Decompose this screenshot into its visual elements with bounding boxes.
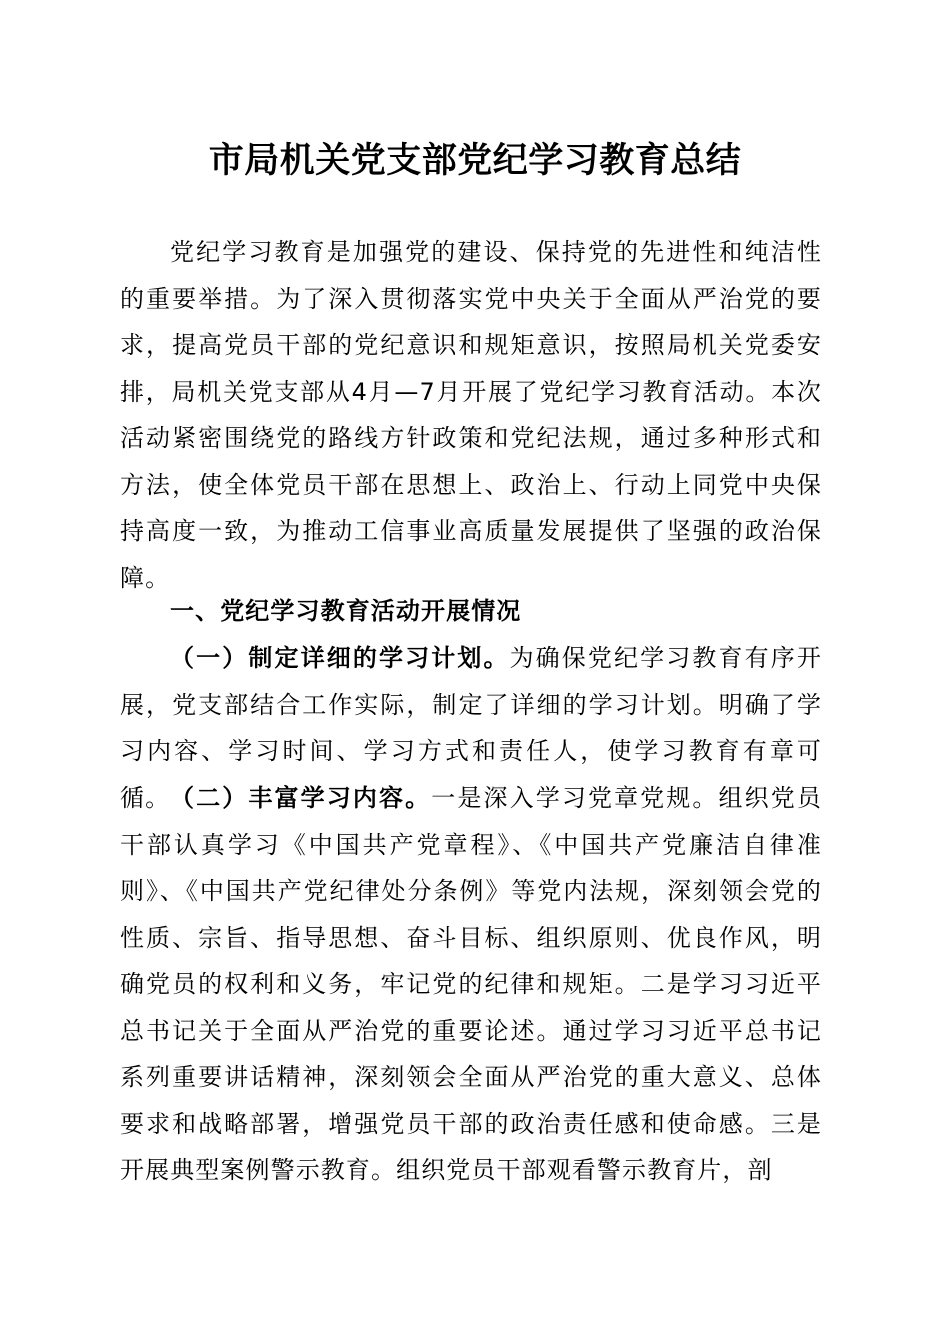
item-1-label: （一）制定详细的学习计划。 <box>170 644 510 672</box>
item-2-text: 一是深入学习党章党规。组织党员干部认真学习《中国共产党章程》、《中国共产党廉洁自律准则》、《中国共产党纪律处分条例》等党内法规，深刻领会党的性质、宗旨、指导思想、奋斗目标、组织原则、优良作风，明确党员的权利和义务，牢记党的纪律和规矩。二是学习习近平总书记关于全面从严治党的重要论述。通过学习习近平总书记系列重要讲话精神，深刻领会全面从严治党的重大意义、总体要求和战略部署，增强党员干部的政治责任感和使命感。三是开展典型案例警示教育。组织党员干部观看警示教育片，剖 <box>120 784 823 1184</box>
item-1-text: 为确保党纪学习教育有序开展，党支部结合工作实际，制定了详细的学习计划。明确了学习内容、学习时间、学习方式和责任人，使学习教育有章可循。 <box>120 644 822 812</box>
item-2-label: （二）丰富学习内容。 <box>170 784 432 812</box>
intro-paragraph: 党纪学习教育是加强党的建设、保持党的先进性和纯洁性的重要举措。为了深入贯彻落实党中央关于全面从严治党的要求，提高党员干部的党纪意识和规矩意识，按照局机关党委安排，局机关党支部从4月—7月开展了党纪学习教育活动。本次活动紧密围绕党的路线方针政策和党纪法规，通过多种形式和方法，使全体党员干部在思想上、政治上、行动上同党中央保持高度一致，为推动工信事业高质量发展提供了坚强的政治保障。 <box>120 238 822 592</box>
item-2-paragraph <box>120 775 822 1194</box>
document-title: 市局机关党支部党纪学习教育总结 <box>208 140 742 181</box>
section-heading: 一、党纪学习教育活动开展情况 <box>170 597 522 625</box>
